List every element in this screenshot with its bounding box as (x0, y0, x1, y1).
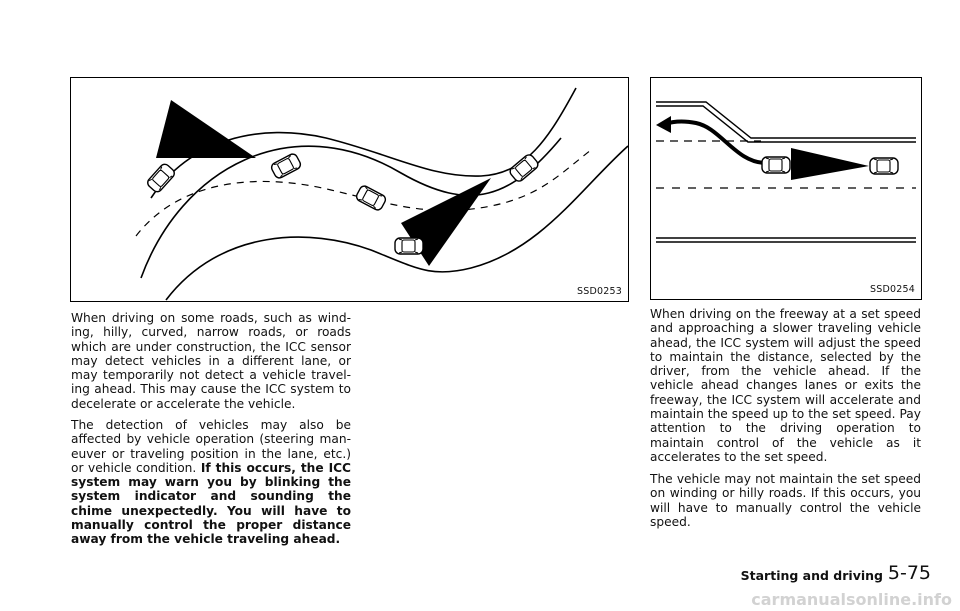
section-title: Starting and driving (740, 568, 883, 583)
car-icon (508, 153, 540, 183)
winding-road-illustration (71, 78, 628, 301)
page-number: 5-75 (887, 562, 931, 584)
figure-code: SSD0254 (870, 284, 915, 295)
figure-code: SSD0253 (577, 286, 622, 297)
car-icon (270, 152, 302, 179)
warning-text: If this occurs, the ICC system may warn you by blinking the system indicator and sounding the chime unexpectedly. You will have to manually control the proper distance away from the vehicle traveling ahead. (71, 460, 351, 547)
watermark: carmanualsonline.info (751, 590, 952, 609)
paragraph-text: The detection of vehicles may also be affected by vehicle operation (steering man-euver or traveling position in the lane, etc.) or vehicle condition. (71, 418, 351, 475)
radar-cone (791, 148, 869, 180)
car-icon (355, 184, 387, 211)
car-icon (762, 157, 790, 173)
arrow-head (656, 116, 671, 133)
paragraph (71, 418, 351, 547)
figure-freeway (650, 77, 922, 300)
car-icon (395, 238, 423, 254)
car-icon (870, 158, 898, 174)
paragraph: When driving on some roads, such as wind-ing, hilly, curved, narrow roads, or roads which are under construction, the ICC sensor may detect vehicles in a different lane, or may temporarily not detect a vehicle travel-ing ahead. This may cause the ICC system to decelerate or accelerate the vehicle. (71, 311, 351, 411)
car-icon (146, 162, 177, 194)
paragraph: When driving on the freeway at a set speed and approaching a slower traveling vehicle ahead, the ICC system will adjust the speed to maintain the distance, selected by the driver, from the vehicle ahead. If the vehicle ahead changes lanes or exits the freeway, the ICC system will accelerate and maintain the speed up to the set speed. Pay attention to the driving operation to maintain control of the vehicle as it accelerates to the set speed. (650, 307, 921, 464)
freeway-illustration (651, 78, 921, 299)
figure-winding-road (70, 77, 629, 302)
paragraph: The vehicle may not maintain the set speed on winding or hilly roads. If this occurs, you will have to manually control the vehicle speed. (650, 472, 921, 529)
radar-cone-1 (156, 100, 256, 158)
